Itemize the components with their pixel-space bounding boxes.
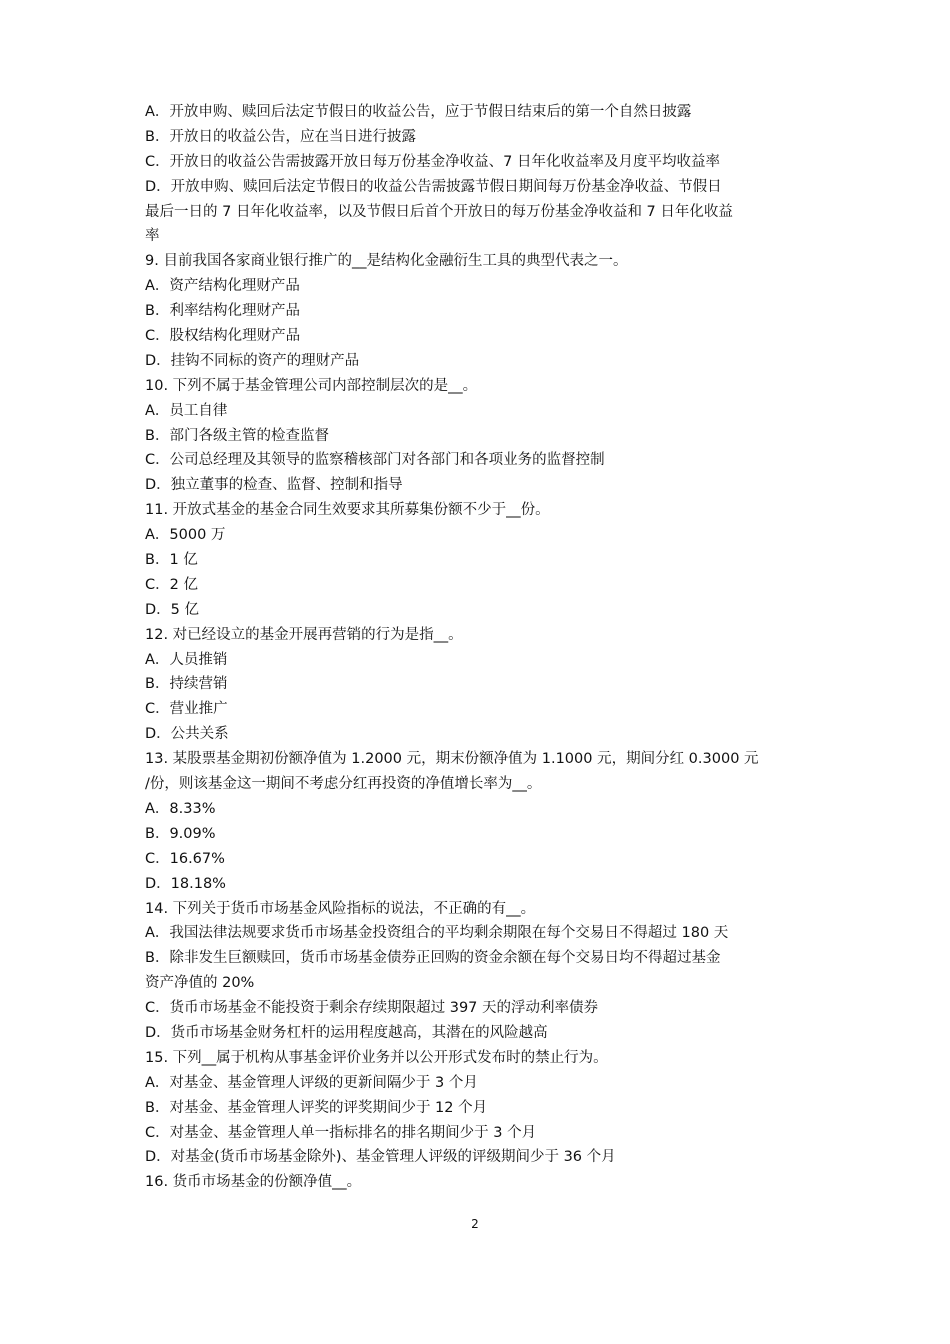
text-line: A．我国法律法规要求货币市场基金投资组合的平均剩余期限在每个交易日不得超过 180 天	[145, 925, 729, 942]
text-line: C．2 亿	[145, 576, 198, 593]
text-line: C．开放日的收益公告需披露开放日每万份基金净收益、7 日年化收益率及月度平均收益率	[145, 153, 720, 170]
text-line: C．公司总经理及其领导的监察稽核部门对各部门和各项业务的监督控制	[145, 452, 605, 469]
text-line: D．开放申购、赎回后法定节假日的收益公告需披露节假日期间每万份基金净收益、节假日	[145, 178, 722, 195]
text-line: B．持续营销	[145, 676, 228, 693]
text-line: 12. 对已经设立的基金开展再营销的行为是指__。	[145, 626, 463, 643]
text-line: D．独立董事的检查、监督、控制和指导	[145, 477, 403, 494]
text-line: 10. 下列不属于基金管理公司内部控制层次的是__。	[145, 377, 478, 394]
text-line: D．对基金(货币市场基金除外)、基金管理人评级的评级期间少于 36 个月	[145, 1149, 616, 1166]
text-line: B．对基金、基金管理人评奖的评奖期间少于 12 个月	[145, 1099, 488, 1116]
text-line: 16. 货币市场基金的份额净值__。	[145, 1174, 362, 1191]
text-line: D．挂钩不同标的资产的理财产品	[145, 352, 360, 369]
text-line: A．资产结构化理财产品	[145, 278, 300, 295]
text-line: B．除非发生巨额赎回，货币市场基金债券正回购的资金余额在每个交易日均不得超过基金	[145, 950, 721, 967]
text-line: B．开放日的收益公告，应在当日进行披露	[145, 128, 416, 145]
text-line: D．公共关系	[145, 726, 229, 743]
text-line: 15. 下列__属于机构从事基金评价业务并以公开形式发布时的禁止行为。	[145, 1049, 608, 1066]
text-line: A．开放申购、赎回后法定节假日的收益公告，应于节假日结束后的第一个自然日披露	[145, 104, 692, 120]
text-line: 9. 目前我国各家商业银行推广的__是结构化金融衍生工具的典型代表之一。	[145, 253, 628, 270]
text-line: 11. 开放式基金的基金合同生效要求其所募集份额不少于__份。	[145, 502, 550, 519]
page-number: 2	[471, 1217, 479, 1231]
text-line: /份，则该基金这一期间不考虑分红再投资的净值增长率为__。	[145, 776, 542, 793]
text-line: B．9.09%	[145, 825, 216, 842]
text-line: A．员工自律	[145, 402, 228, 419]
text-line: D．货币市场基金财务杠杆的运用程度越高，其潜在的风险越高	[145, 1024, 548, 1041]
text-line: B．利率结构化理财产品	[145, 303, 300, 320]
text-line: A．人员推销	[145, 651, 228, 668]
text-line: 13. 某股票基金期初份额净值为 1.2000 元，期末份额净值为 1.1000 元，期间分红 0.3000 元	[145, 751, 759, 768]
text-line: C．货币市场基金不能投资于剩余存续期限超过 397 天的浮动利率债券	[145, 1000, 599, 1017]
text-line: A．8.33%	[145, 800, 216, 817]
text-line: A．对基金、基金管理人评级的更新间隔少于 3 个月	[145, 1074, 478, 1091]
text-line: D．5 亿	[145, 601, 199, 618]
text-line: A．5000 万	[145, 527, 226, 544]
text-line: B．部门各级主管的检查监督	[145, 427, 329, 444]
text-line: 率	[145, 228, 160, 245]
text-line: B．1 亿	[145, 552, 198, 569]
text-line: 最后一日的 7 日年化收益率，以及节假日后首个开放日的每万份基金净收益和 7 日年化收益	[145, 203, 733, 220]
text-line: C．对基金、基金管理人单一指标排名的排名期间少于 3 个月	[145, 1124, 537, 1141]
text-line: C．16.67%	[145, 850, 225, 867]
text-line: 14. 下列关于货币市场基金风险指标的说法，不正确的有__。	[145, 900, 536, 917]
text-line: D．18.18%	[145, 875, 226, 892]
text-line: 资产净值的 20%	[145, 975, 255, 992]
page-content	[145, 100, 810, 1195]
text-line: C．营业推广	[145, 701, 228, 718]
text-line: C．股权结构化理财产品	[145, 328, 301, 345]
